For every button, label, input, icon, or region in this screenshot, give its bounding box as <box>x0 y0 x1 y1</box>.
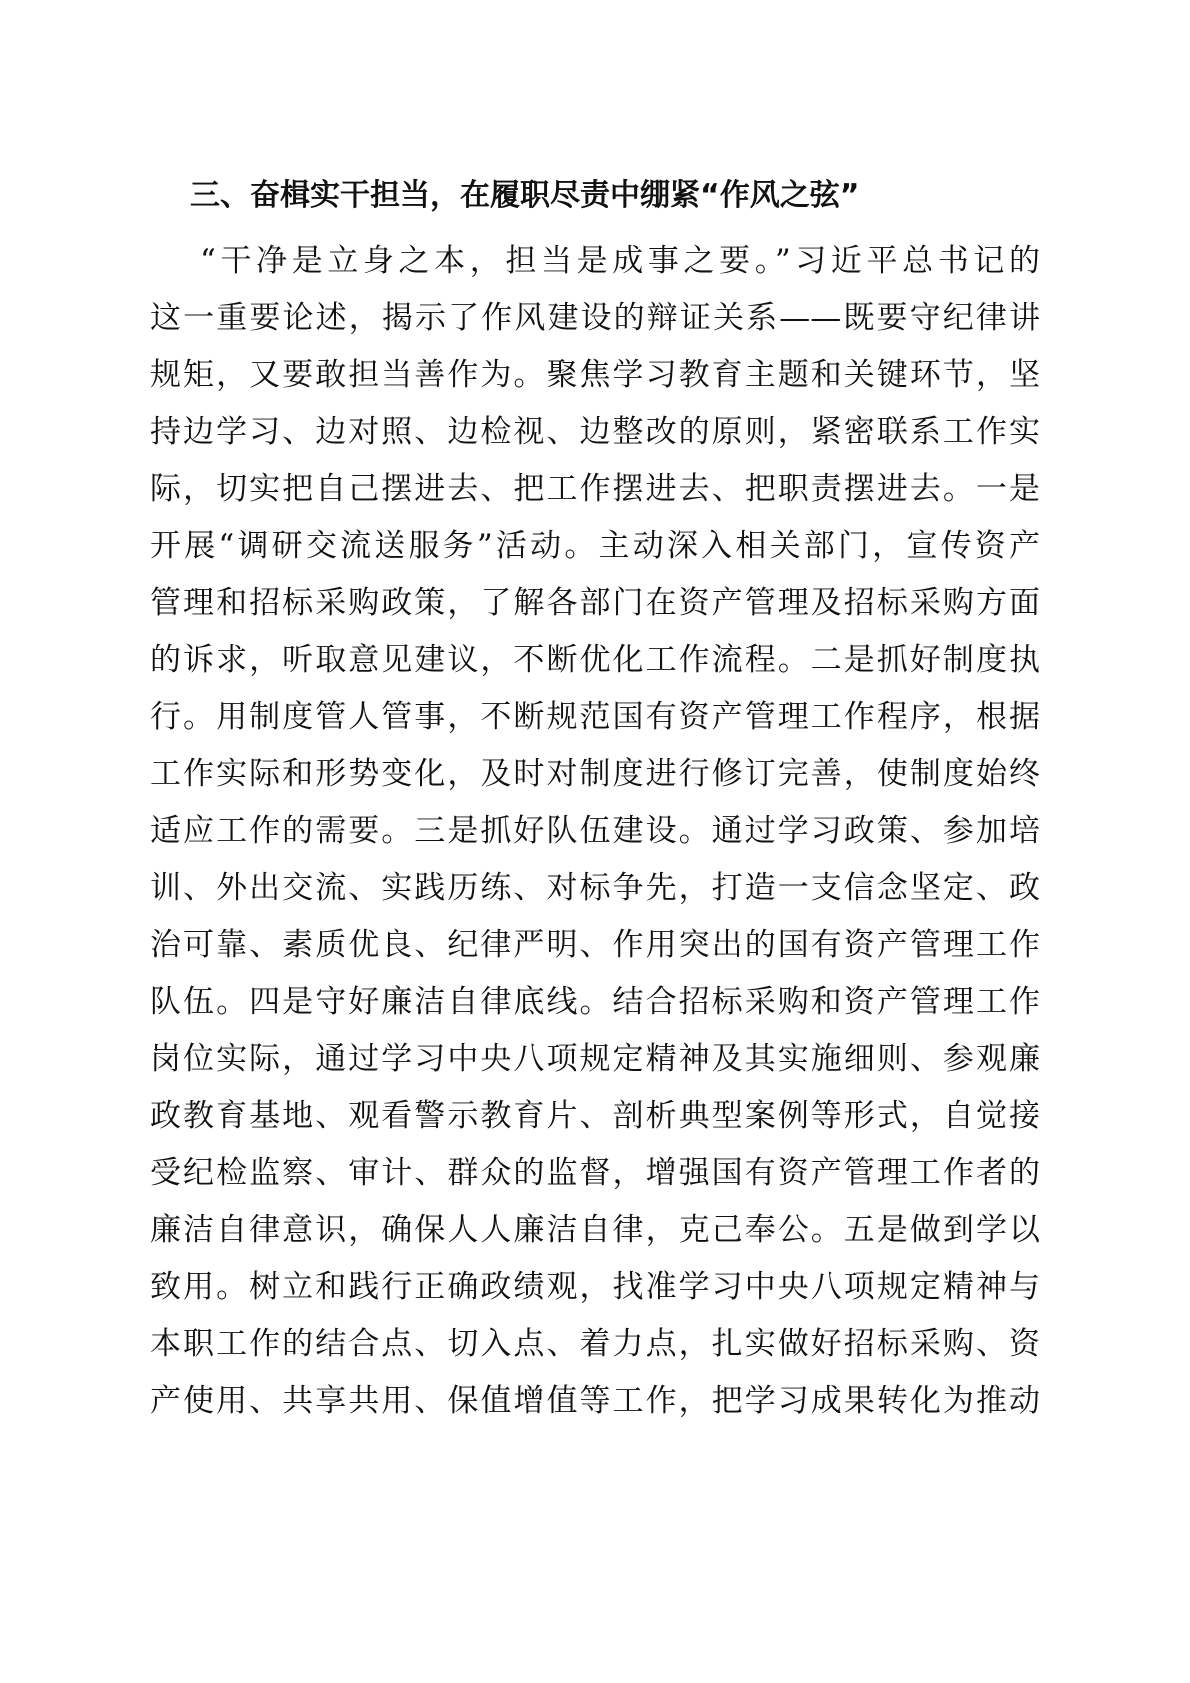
paragraph-line: 受纪检监察、审计、群众的监督，增强国有资产管理工作者的 <box>150 1155 1040 1191</box>
section-heading: 三、奋楫实干担当，在履职尽责中绷紧“作风之弦” <box>190 178 860 213</box>
paragraph-line: 管理和招标采购政策，了解各部门在资产管理及招标采购方面 <box>150 585 1040 621</box>
paragraph-line: 训、外出交流、实践历练、对标争先，打造一支信念坚定、政 <box>150 870 1040 906</box>
paragraph-line: 政教育基地、观看警示教育片、剖析典型案例等形式，自觉接 <box>150 1098 1040 1134</box>
paragraph-line: 本职工作的结合点、切入点、着力点，扎实做好招标采购、资 <box>150 1326 1040 1362</box>
body-paragraph <box>150 233 1040 1430</box>
paragraph-line: “干净是立身之本，担当是成事之要。”习近平总书记的 <box>200 243 1040 279</box>
paragraph-line: 治可靠、素质优良、纪律严明、作用突出的国有资产管理工作 <box>150 927 1040 963</box>
paragraph-line: 的诉求，听取意见建议，不断优化工作流程。二是抓好制度执 <box>150 642 1040 678</box>
paragraph-line: 行。用制度管人管事，不断规范国有资产管理工作程序，根据 <box>150 699 1040 735</box>
paragraph-line: 这一重要论述，揭示了作风建设的辩证关系——既要守纪律讲 <box>150 300 1040 336</box>
paragraph-line: 岗位实际，通过学习中央八项规定精神及其实施细则、参观廉 <box>150 1041 1040 1077</box>
paragraph-line: 开展“调研交流送服务”活动。主动深入相关部门，宣传资产 <box>150 528 1040 564</box>
paragraph-line: 持边学习、边对照、边检视、边整改的原则，紧密联系工作实 <box>150 414 1040 450</box>
paragraph-line: 廉洁自律意识，确保人人廉洁自律，克己奉公。五是做到学以 <box>150 1212 1040 1248</box>
paragraph-line: 际，切实把自己摆进去、把工作摆进去、把职责摆进去。一是 <box>150 471 1040 507</box>
paragraph-line: 规矩，又要敢担当善作为。聚焦学习教育主题和关键环节，坚 <box>150 357 1040 393</box>
paragraph-line: 工作实际和形势变化，及时对制度进行修订完善，使制度始终 <box>150 756 1040 792</box>
paragraph-line: 致用。树立和践行正确政绩观，找准学习中央八项规定精神与 <box>150 1269 1040 1305</box>
paragraph-line: 产使用、共享共用、保值增值等工作，把学习成果转化为推动 <box>150 1383 1040 1419</box>
paragraph-line: 适应工作的需要。三是抓好队伍建设。通过学习政策、参加培 <box>150 813 1040 849</box>
paragraph-line: 队伍。四是守好廉洁自律底线。结合招标采购和资产管理工作 <box>150 984 1040 1020</box>
